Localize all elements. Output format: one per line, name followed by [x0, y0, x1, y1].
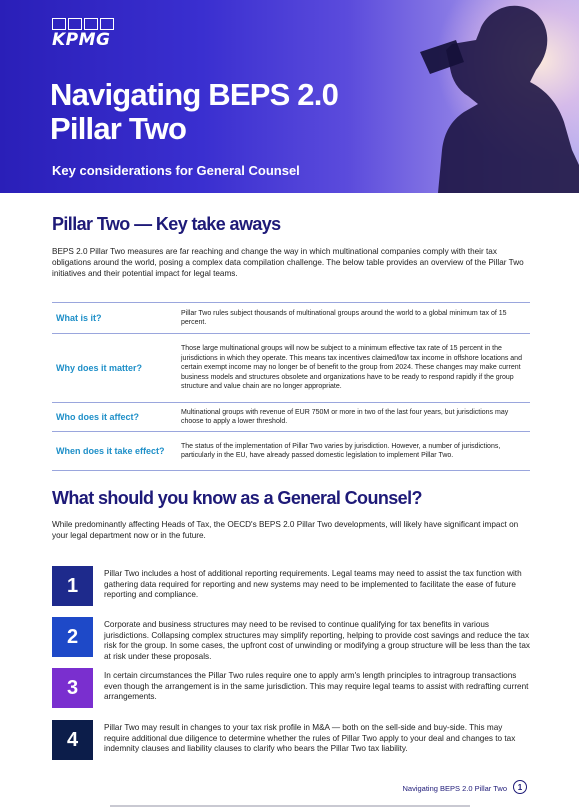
section-intro-key-takeaways: BEPS 2.0 Pillar Two measures are far reaching and change the way in which multinational companies comply with their tax obligations around the world, posing a complex data compilation challenge. The below table provides an overview of the Pillar Two initiatives and their potential impact for legal teams.: [52, 247, 524, 278]
row-answer: Multinational groups with revenue of EUR 750M or more in two of the last four years, but jurisdictions may choose to apply a lower threshold.: [181, 408, 509, 425]
row-answer: Pillar Two rules subject thousands of multinational groups around the world to a global minimum tax of 15 percent.: [181, 309, 507, 326]
binoculars-person-image: [360, 0, 579, 193]
footer-title: Navigating BEPS 2.0 Pillar Two: [402, 784, 507, 793]
table-row: [52, 403, 530, 432]
item-text: In certain circumstances the Pillar Two rules require one to apply arm's length principles to intragroup transactions even though the arrangement is in the same jurisdiction. This may require legal teams to assist with redrafting current arrangements.: [104, 671, 529, 702]
row-question: What is it?: [56, 313, 102, 323]
item-text: Pillar Two may result in changes to your tax risk profile in M&A — both on the sell-side and buy-side. This may require additional due diligence to determine whether the rules of Pillar Two apply to your deal and changes to tax indemnity clauses and liability clauses to clarify who bears the Pillar Two tax liability.: [104, 723, 516, 754]
section-intro-general-counsel: While predominantly affecting Heads of Tax, the OECD's BEPS 2.0 Pillar Two developments, will likely have significant impact on your legal department now or in the future.: [52, 520, 519, 540]
item-number-badge: 4: [52, 720, 93, 760]
table-row: [52, 432, 530, 471]
section-heading-key-takeaways: Pillar Two — Key take aways: [52, 214, 281, 234]
table-row: [52, 302, 530, 334]
hero-banner: [0, 0, 579, 193]
row-question: When does it take effect?: [56, 446, 165, 456]
item-text: Corporate and business structures may need to be revised to continue qualifying for tax benefits in various jurisdictions. Collapsing complex structures may simplify reporting, helping to provide cost savings and reduce the tax risk for the group. In some cases, the upfront cost of unwinding or modifying a group structure will be less than the tax at risk under these proposals.: [104, 620, 530, 661]
row-answer: Those large multinational groups will now be subject to a minimum effective tax rate of 15 percent in the jurisdictions in which they operate. This means tax incentives claimed/low tax income in offshore locations and certain exempt income may no longer be of benefit to the group from 2024. These changes may make current business models and structures obsolete and organizations have to be ready to respond rapidly if the group structure and value chain are no longer appropriate.: [181, 345, 522, 391]
kpmg-logo: KPMG: [52, 30, 111, 50]
item-number-badge: 3: [52, 668, 93, 708]
item-text: Pillar Two includes a host of additional reporting requirements. Legal teams may need to assist the tax function with gathering data required for reporting and new systems may need to be implemented to facilitate the ease of future reporting and compliance.: [104, 569, 522, 600]
table-row: [52, 334, 530, 403]
page-title: Navigating BEPS 2.0 Pillar Two: [50, 77, 339, 146]
section-heading-general-counsel: What should you know as a General Counsel?: [52, 488, 422, 508]
row-question: Who does it affect?: [56, 412, 139, 422]
item-number-badge: 2: [52, 617, 93, 657]
legal-fine-print: [0, 802, 579, 810]
key-takeaways-table: [52, 302, 530, 471]
page-number: 1: [513, 780, 527, 794]
page-subtitle: Key considerations for General Counsel: [52, 163, 300, 178]
item-number-badge: 1: [52, 566, 93, 606]
row-question: Why does it matter?: [56, 363, 143, 373]
kpmg-logo-boxes: [52, 18, 114, 30]
row-answer: The status of the implementation of Pillar Two varies by jurisdiction. However, a number of jurisdictions, particularly in the EU, have already passed domestic legislation to implement Pillar Two.: [181, 442, 501, 459]
